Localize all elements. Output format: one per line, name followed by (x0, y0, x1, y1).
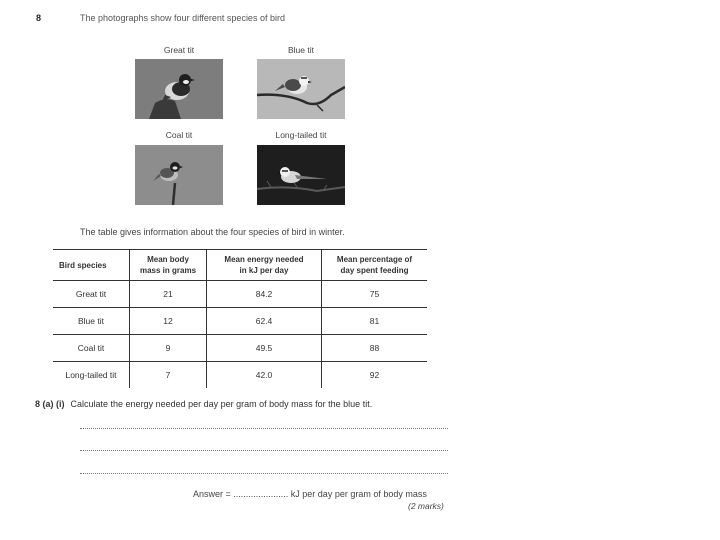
coal-tit-image (135, 145, 223, 205)
cell-energy: 62.4 (207, 308, 322, 335)
table-row (53, 362, 427, 389)
header-feeding-line1: Mean percentage of (336, 255, 413, 264)
part-a-label: 8 (a) (i) (35, 399, 65, 409)
table-header-row (53, 250, 427, 281)
header-energy-line1: Mean energy needed (224, 255, 304, 264)
question-intro: The photographs show four different species of bird (80, 13, 285, 23)
cell-species: Coal tit (53, 335, 130, 362)
answer-line (193, 489, 427, 499)
table-row (53, 308, 427, 335)
answer-working-line-3[interactable] (80, 473, 448, 474)
cell-energy: 84.2 (207, 281, 322, 308)
answer-working-line-2[interactable] (80, 450, 448, 451)
header-mass-line1: Mean body (147, 255, 189, 264)
header-feeding (322, 250, 428, 281)
cell-energy: 49.5 (207, 335, 322, 362)
table-row (53, 335, 427, 362)
cell-mass: 21 (130, 281, 207, 308)
cell-feeding: 88 (322, 335, 428, 362)
answer-units: kJ per day per gram of body mass (288, 489, 427, 499)
photo-long-tailed-tit (257, 145, 345, 205)
cell-mass: 7 (130, 362, 207, 389)
cell-feeding: 92 (369, 370, 380, 380)
cell-species: Blue tit (53, 308, 130, 335)
caption-blue-tit: Blue tit (288, 45, 314, 55)
photo-coal-tit (135, 145, 223, 205)
caption-long-tailed-tit: Long-tailed tit (275, 130, 327, 140)
header-feeding-line2: day spent feeding (340, 266, 409, 275)
marks-label: (2 marks) (408, 501, 444, 511)
cell-energy: 42.0 (207, 362, 322, 389)
bird-data-table (53, 249, 427, 388)
caption-coal-tit: Coal tit (165, 130, 193, 140)
header-species: Bird species (53, 250, 130, 281)
question-number: 8 (36, 13, 42, 23)
table-intro: The table gives information about the four species of bird in winter. (80, 227, 345, 237)
photo-blue-tit (257, 59, 345, 119)
header-energy (207, 250, 322, 281)
answer-prefix: Answer = (193, 489, 234, 499)
blue-tit-image (257, 59, 345, 119)
header-energy-line2: in kJ per day (239, 266, 289, 275)
header-mass-line2: mass in grams (139, 266, 197, 275)
part-a-question (35, 399, 372, 409)
answer-working-line-1[interactable] (80, 428, 448, 429)
part-a-text: Calculate the energy needed per day per gram of body mass for the blue tit. (70, 399, 373, 409)
cell-feeding: 75 (322, 281, 428, 308)
cell-species: Long-tailed tit (53, 362, 130, 389)
caption-great-tit: Great tit (163, 45, 195, 55)
cell-species: Great tit (53, 281, 130, 308)
cell-feeding: 81 (322, 308, 428, 335)
cell-mass: 9 (130, 335, 207, 362)
table-row (53, 281, 427, 308)
photo-great-tit (135, 59, 223, 119)
header-mass (130, 250, 207, 281)
cell-mass: 12 (130, 308, 207, 335)
long-tailed-tit-image (257, 145, 345, 205)
answer-blank[interactable]: ...................... (233, 489, 289, 499)
great-tit-image (135, 59, 223, 119)
